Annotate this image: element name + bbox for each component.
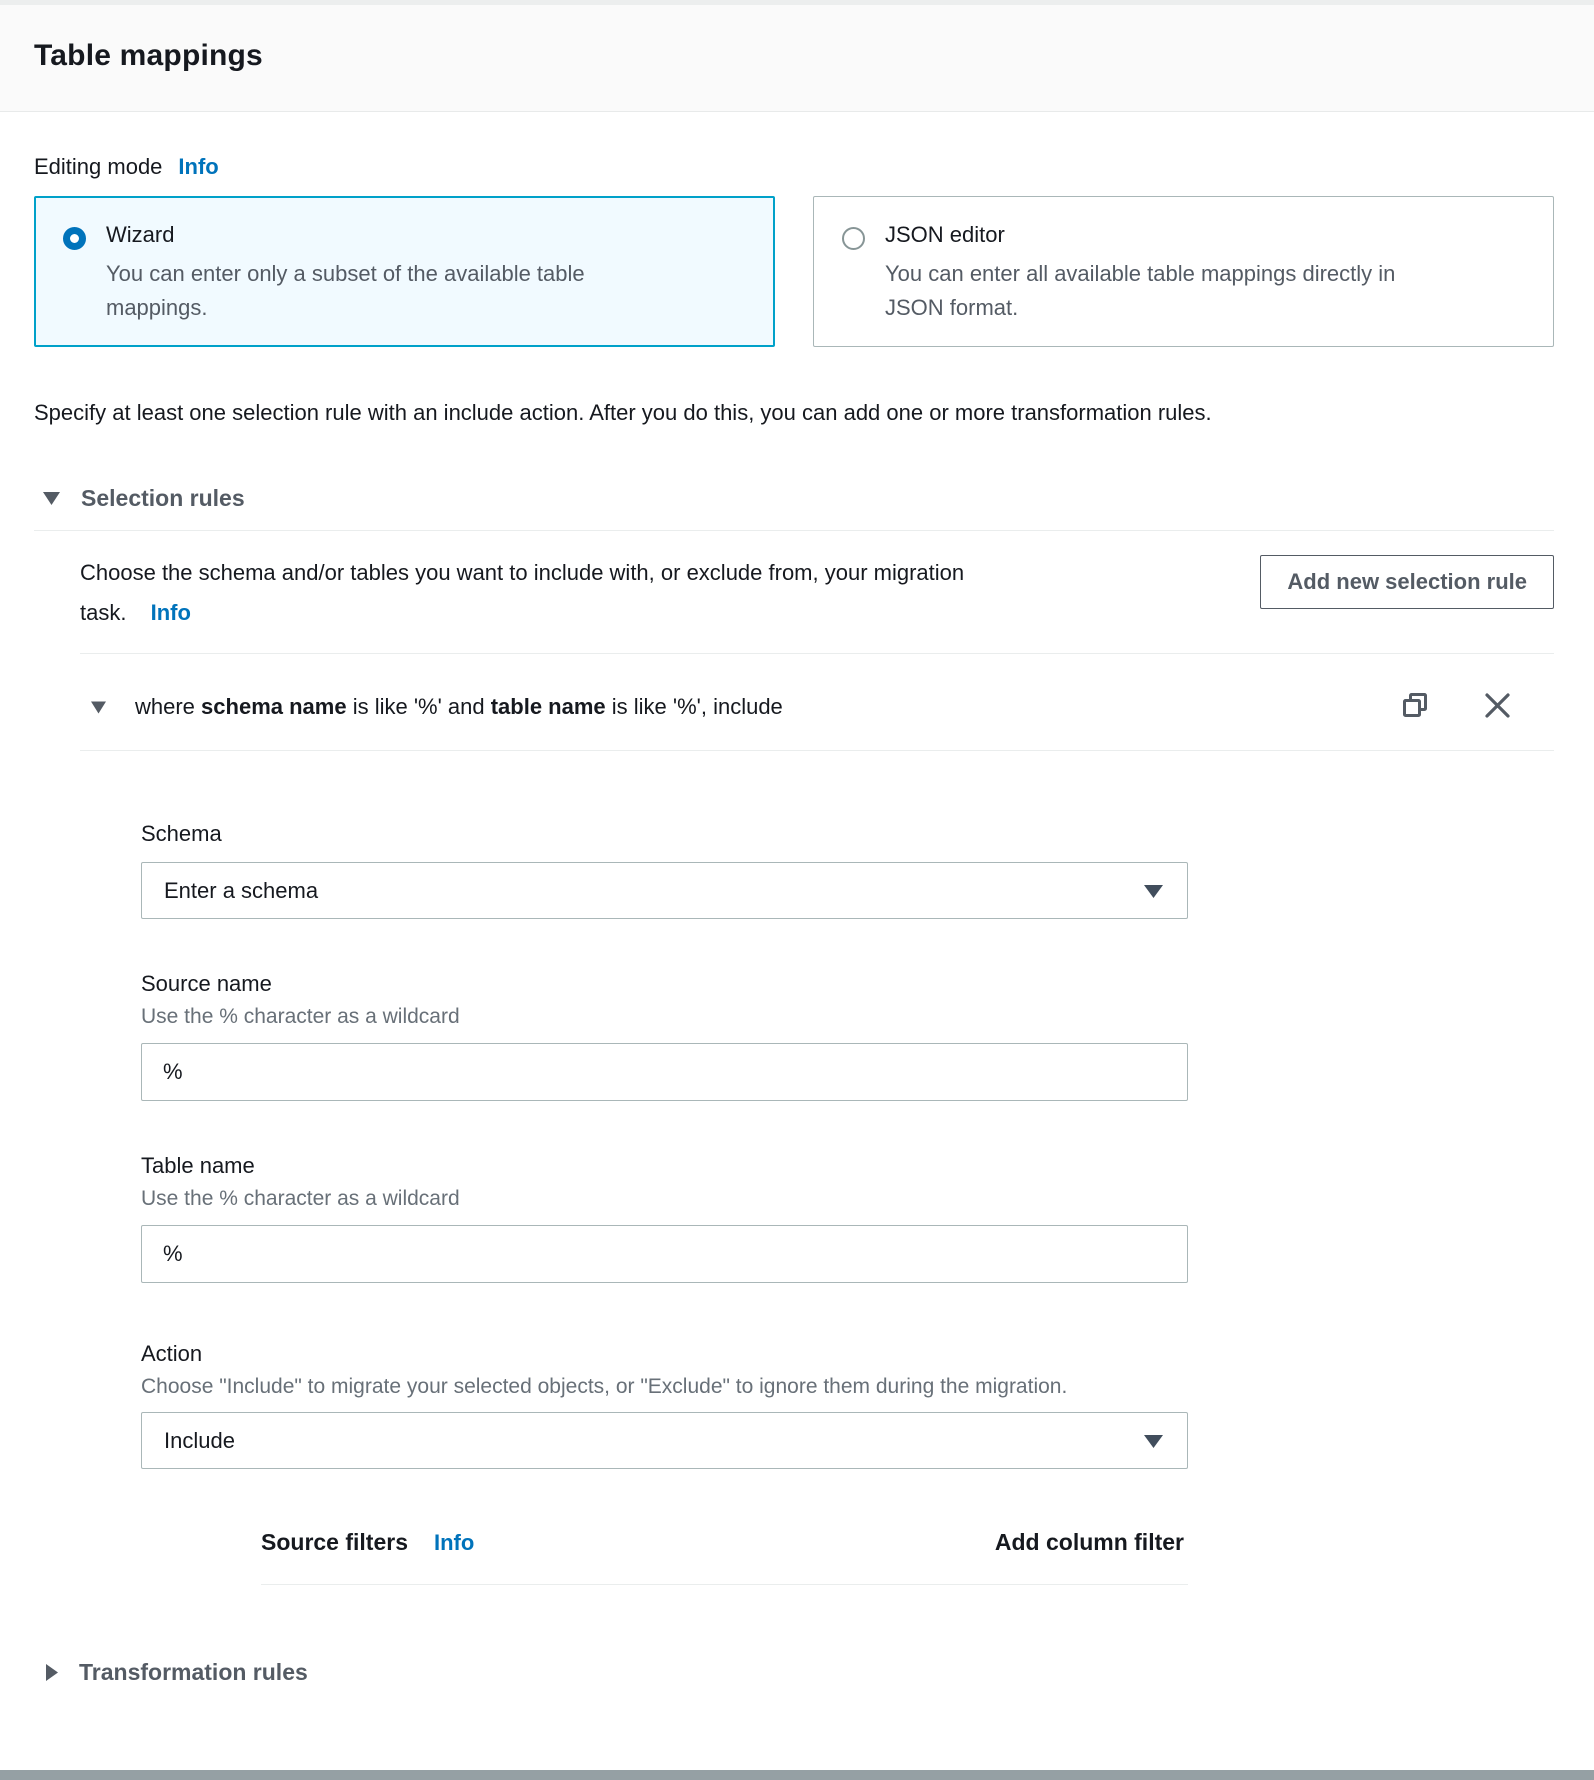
divider <box>80 653 1554 654</box>
schema-label: Schema <box>141 821 222 846</box>
selection-rules-body <box>80 553 1554 1585</box>
table-name-input[interactable] <box>141 1225 1188 1283</box>
selection-rule-row <box>80 690 1554 724</box>
close-icon <box>1483 691 1512 723</box>
schema-select[interactable] <box>141 862 1188 919</box>
chevron-down-icon[interactable] <box>42 490 61 507</box>
table-name-helper: Use the % character as a wildcard <box>141 1187 460 1210</box>
action-helper: Choose "Include" to migrate your selected objects, or "Exclude" to ignore them during the migration. <box>141 1375 1068 1398</box>
selection-rules-description-row <box>80 553 1554 633</box>
chevron-right-icon[interactable] <box>44 1663 59 1682</box>
radio-card-json-editor[interactable] <box>813 196 1554 347</box>
radio-selected-icon[interactable] <box>63 227 86 250</box>
panel-content <box>0 112 1594 1770</box>
wizard-radio-label: Wizard <box>106 222 175 247</box>
selection-rule-form <box>141 821 1188 1585</box>
caret-down-icon <box>1142 882 1165 900</box>
add-column-filter-button[interactable]: Add column filter <box>995 1529 1188 1556</box>
selection-rules-header[interactable] <box>34 485 1554 531</box>
selection-rules-info-link[interactable]: Info <box>150 600 191 625</box>
divider <box>80 750 1554 751</box>
source-name-label: Source name <box>141 971 272 996</box>
source-filters-label: Source filters <box>261 1529 408 1555</box>
remove-rule-button[interactable] <box>1483 691 1512 723</box>
radio-card-wizard[interactable] <box>34 196 775 347</box>
divider <box>261 1584 1188 1585</box>
schema-select-value: Enter a schema <box>164 877 319 903</box>
editing-mode-row <box>34 154 1554 180</box>
copy-icon <box>1400 690 1431 724</box>
add-selection-rule-button[interactable]: Add new selection rule <box>1260 555 1554 609</box>
radio-unselected-icon[interactable] <box>842 227 865 250</box>
bottom-scrollbar[interactable] <box>0 1770 1594 1780</box>
transformation-rules-header[interactable] <box>34 1659 1554 1686</box>
page-title: Table mappings <box>34 39 263 72</box>
action-select[interactable] <box>141 1412 1188 1469</box>
editing-mode-label: Editing mode <box>34 154 163 179</box>
editing-mode-options <box>34 196 1554 347</box>
editing-mode-info-link[interactable]: Info <box>178 154 219 179</box>
caret-down-icon <box>1142 1432 1165 1450</box>
source-name-input[interactable] <box>141 1043 1188 1101</box>
source-name-helper: Use the % character as a wildcard <box>141 1005 460 1028</box>
source-filters-info-link[interactable]: Info <box>434 1530 475 1555</box>
selection-rules-title: Selection rules <box>81 485 245 511</box>
json-editor-radio-label: JSON editor <box>885 222 1005 247</box>
chevron-down-icon[interactable] <box>90 700 107 715</box>
action-label: Action <box>141 1341 203 1366</box>
source-filters-row <box>261 1529 1188 1556</box>
selection-rule-summary: where schema name is like '%' and table name is like '%', include <box>135 694 783 719</box>
wizard-radio-description: You can enter only a subset of the available table mappings. <box>106 261 585 320</box>
intro-text: Specify at least one selection rule with an include action. After you do this, you can add one or more transformation rules. <box>34 400 1212 425</box>
duplicate-rule-button[interactable] <box>1400 690 1431 724</box>
panel-header <box>0 5 1594 112</box>
action-select-value: Include <box>164 1427 235 1453</box>
selection-rules-description: Choose the schema and/or tables you want to include with, or exclude from, your migration task. Info <box>80 560 965 625</box>
table-name-label: Table name <box>141 1153 255 1178</box>
json-editor-radio-description: You can enter all available table mappings directly in JSON format. <box>885 261 1396 320</box>
transformation-rules-title: Transformation rules <box>79 1659 308 1685</box>
